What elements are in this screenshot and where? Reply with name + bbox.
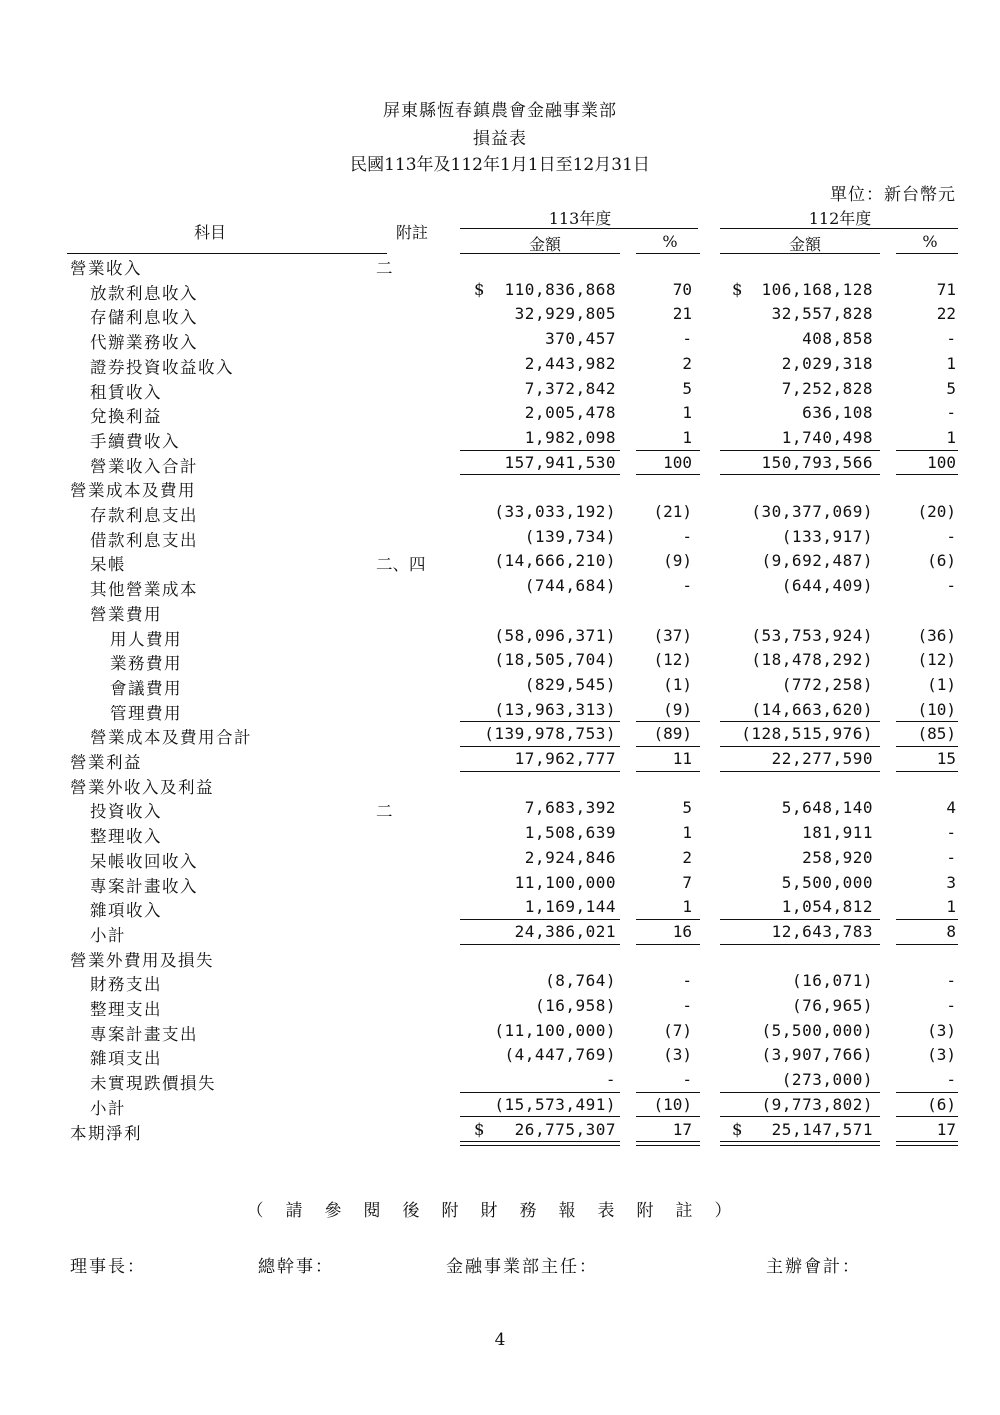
amount-113: 370,457	[545, 329, 616, 349]
row-label: 會議費用	[110, 678, 182, 698]
row-label: 其他營業成本	[90, 580, 198, 600]
amount-112: 5,648,140	[781, 798, 873, 818]
amount-112: (53,753,924)	[751, 625, 873, 645]
amount-112: (76,965)	[791, 996, 873, 1015]
row-label: 管理費用	[110, 703, 182, 723]
column-year-113: 113年度	[548, 209, 612, 228]
table-row	[0, 549, 1000, 574]
column-pct-113: %	[662, 232, 678, 251]
amount-112: 1,054,812	[781, 897, 873, 917]
table-row	[0, 302, 1000, 327]
signature-general-manager: 總幹事：	[258, 1257, 334, 1277]
amount-113: (8,764)	[545, 971, 616, 991]
amount-112: (644,409)	[781, 576, 873, 596]
pct-112: 1	[946, 897, 956, 917]
currency-symbol: $	[474, 1119, 485, 1139]
pct-113: -	[682, 971, 692, 991]
row-label: 營業外費用及損失	[70, 950, 214, 970]
currency-unit: 單位：新台幣元	[830, 185, 956, 205]
pct-112: 4	[946, 798, 956, 818]
row-label: 營業成本及費用	[70, 481, 196, 501]
pct-112: (85)	[917, 724, 956, 744]
amount-113: 2,443,982	[524, 353, 616, 373]
row-label: 整理支出	[90, 1000, 162, 1019]
row-label: 未實現跌價損失	[90, 1074, 216, 1094]
amount-113: (33,033,192)	[494, 502, 616, 521]
table-row	[0, 698, 1000, 723]
table-row	[0, 278, 1000, 303]
row-label: 專案計畫支出	[90, 1024, 198, 1044]
pct-112: 17	[936, 1119, 956, 1139]
amount-112: 408,858	[802, 329, 873, 349]
pct-112: 71	[936, 279, 956, 299]
table-row	[0, 525, 1000, 550]
row-label: 存款利息支出	[90, 506, 198, 525]
amount-113: 26,775,307	[514, 1119, 616, 1139]
amount-112: (9,773,802)	[761, 1094, 873, 1114]
amount-112: 7,252,828	[781, 378, 873, 398]
pct-113: 11	[672, 749, 692, 768]
pct-113: (12)	[653, 650, 692, 670]
table-row	[0, 401, 1000, 426]
row-label: 呆帳	[90, 555, 126, 575]
amount-113: (11,100,000)	[494, 1020, 616, 1040]
table-row	[0, 1093, 1000, 1118]
amount-113: 32,929,805	[514, 304, 616, 324]
amount-112: 636,108	[802, 403, 873, 423]
amount-113: (139,734)	[524, 526, 616, 546]
table-row	[0, 969, 1000, 994]
amount-113: 11,100,000	[514, 872, 616, 892]
double-underline	[720, 1141, 880, 1146]
amount-112: 12,643,783	[771, 921, 873, 941]
organization-name: 屏東縣恆春鎮農會金融事業部	[383, 101, 617, 121]
table-row	[0, 1043, 1000, 1068]
row-label: 證券投資收益收入	[90, 357, 234, 377]
row-note: 二	[376, 802, 393, 822]
amount-113: (18,505,704)	[494, 650, 616, 670]
pct-113: 7	[682, 872, 692, 892]
amount-113: (15,573,491)	[494, 1094, 616, 1114]
year-113-rule	[460, 228, 698, 229]
row-note: 二、四	[376, 555, 426, 575]
table-row	[0, 895, 1000, 920]
pct-113: 1	[682, 403, 692, 423]
table-row	[0, 796, 1000, 821]
amount-112: 150,793,566	[761, 452, 873, 472]
amount-112: 32,557,828	[771, 304, 873, 324]
table-row	[0, 500, 1000, 525]
row-label: 用人費用	[110, 629, 182, 649]
double-underline	[636, 1141, 700, 1146]
row-note: 二	[376, 259, 393, 278]
pct-112: (20)	[917, 502, 956, 521]
row-label: 營業收入合計	[90, 456, 198, 476]
column-pct-112: %	[922, 232, 938, 251]
amount-113: 17,962,777	[514, 749, 616, 768]
row-label: 本期淨利	[70, 1123, 142, 1143]
table-row	[0, 871, 1000, 896]
pct-112: 100	[927, 452, 956, 472]
pct-113: 1	[682, 897, 692, 917]
amount-113: (4,447,769)	[504, 1045, 616, 1065]
row-label: 代辦業務收入	[90, 333, 198, 353]
pct-112: -	[946, 329, 956, 349]
table-row	[0, 1118, 1000, 1143]
row-label: 投資收入	[90, 802, 162, 822]
pct-113: (7)	[663, 1020, 692, 1040]
row-label: 雜項支出	[90, 1049, 162, 1069]
table-row	[0, 821, 1000, 846]
pct-112: -	[946, 1070, 956, 1090]
amount-113: (829,545)	[524, 674, 616, 694]
row-label: 小計	[90, 1098, 126, 1118]
table-row	[0, 624, 1000, 649]
row-label: 業務費用	[110, 654, 182, 674]
pct-113: (9)	[663, 699, 692, 719]
row-label: 營業成本及費用合計	[90, 728, 252, 748]
pct-112: -	[946, 576, 956, 596]
signature-accountant: 主辦會計：	[766, 1257, 861, 1277]
pct-113: 2	[682, 847, 692, 867]
statement-title: 損益表	[473, 129, 527, 149]
pct-112: (1)	[927, 674, 956, 694]
pct-113: (3)	[663, 1045, 692, 1065]
pct-112: 8	[946, 921, 956, 941]
currency-symbol: $	[732, 279, 743, 299]
row-label: 借款利息支出	[90, 530, 198, 550]
row-label: 財務支出	[90, 975, 162, 995]
pct-112: -	[946, 971, 956, 991]
amount-113: 24,386,021	[514, 921, 616, 941]
row-label: 營業外收入及利益	[70, 777, 214, 797]
column-subject: 科目	[193, 223, 226, 242]
pct-112: -	[946, 526, 956, 546]
table-row	[0, 599, 1000, 624]
pct-112: (6)	[927, 551, 956, 571]
amount-113: (16,958)	[534, 996, 616, 1015]
pct-112: 1	[946, 353, 956, 373]
pct-112: -	[946, 847, 956, 867]
footnote: （請參閱後附財務報表附註）	[246, 1201, 754, 1221]
pct-112: 3	[946, 872, 956, 892]
amount-113: (744,684)	[524, 576, 616, 596]
pct-113: (10)	[653, 1094, 692, 1114]
table-row	[0, 327, 1000, 352]
table-row	[0, 772, 1000, 797]
amount-113: 7,683,392	[524, 798, 616, 818]
amount-113: 2,005,478	[524, 403, 616, 423]
amount-112: (3,907,766)	[761, 1045, 873, 1065]
pct-113: 21	[672, 304, 692, 324]
table-row	[0, 426, 1000, 451]
pct-113: (9)	[663, 551, 692, 571]
table-row	[0, 722, 1000, 747]
amount-112: 258,920	[802, 847, 873, 867]
pct-113: -	[682, 996, 692, 1015]
pct-112: (6)	[927, 1094, 956, 1114]
amount-112: (133,917)	[781, 526, 873, 546]
pct-113: -	[682, 1070, 692, 1090]
amount-112: (18,478,292)	[751, 650, 873, 670]
amount-113: (14,666,210)	[494, 551, 616, 571]
page-number: 4	[494, 1330, 506, 1350]
pct-113: (37)	[653, 625, 692, 645]
table-row	[0, 352, 1000, 377]
amount-112: 106,168,128	[761, 279, 873, 299]
amount-113: 7,372,842	[524, 378, 616, 398]
pct-113: -	[682, 526, 692, 546]
table-row	[0, 648, 1000, 673]
row-label: 營業利益	[70, 753, 142, 772]
signature-finance-director: 金融事業部主任：	[446, 1257, 598, 1277]
row-label: 整理收入	[90, 827, 162, 847]
table-row	[0, 920, 1000, 945]
pct-112: 15	[936, 749, 956, 768]
pct-113: 5	[682, 798, 692, 818]
amount-113: -	[605, 1070, 616, 1090]
pct-112: -	[946, 996, 956, 1015]
amount-113: (139,978,753)	[484, 724, 616, 744]
double-underline	[896, 1141, 958, 1146]
row-label: 營業費用	[90, 604, 162, 624]
table-row	[0, 377, 1000, 402]
row-label: 租賃收入	[90, 382, 162, 402]
table-row	[0, 253, 1000, 278]
table-row	[0, 673, 1000, 698]
row-label: 放款利息收入	[90, 283, 198, 303]
pct-113: 70	[672, 279, 692, 299]
pct-113: 17	[672, 1119, 692, 1139]
table-row	[0, 451, 1000, 476]
amount-112: (128,515,976)	[741, 724, 873, 744]
table-row	[0, 1019, 1000, 1044]
amount-112: (5,500,000)	[761, 1020, 873, 1040]
amount-112: 25,147,571	[771, 1119, 873, 1139]
amount-112: 1,740,498	[781, 427, 873, 447]
statement-period: 民國113年及112年1月1日至12月31日	[350, 155, 650, 175]
table-row	[0, 475, 1000, 500]
column-amount-113: 金額	[528, 235, 561, 254]
table-row	[0, 945, 1000, 970]
column-year-112: 112年度	[808, 209, 872, 228]
pct-112: -	[946, 403, 956, 423]
pct-113: (21)	[653, 502, 692, 521]
pct-113: -	[682, 329, 692, 349]
pct-112: (3)	[927, 1045, 956, 1065]
row-label: 呆帳收回收入	[90, 851, 198, 871]
amount-113: (58,096,371)	[494, 625, 616, 645]
pct-112: 1	[946, 427, 956, 447]
amount-112: (772,258)	[781, 674, 873, 694]
table-row	[0, 747, 1000, 772]
currency-symbol: $	[732, 1119, 743, 1139]
amount-112: (273,000)	[781, 1070, 873, 1090]
amount-113: 1,508,639	[524, 823, 616, 843]
pct-113: (89)	[653, 724, 692, 744]
column-amount-112: 金額	[788, 235, 821, 254]
pct-113: 2	[682, 353, 692, 373]
amount-113: 1,982,098	[524, 427, 616, 447]
amount-112: (14,663,620)	[751, 699, 873, 719]
row-label: 小計	[90, 925, 126, 945]
amount-113: 157,941,530	[504, 452, 616, 472]
amount-112: 2,029,318	[781, 353, 873, 373]
pct-113: 16	[672, 921, 692, 941]
pct-112: -	[946, 823, 956, 843]
pct-113: 1	[682, 823, 692, 843]
amount-113: 110,836,868	[504, 279, 616, 299]
amount-113: 2,924,846	[524, 847, 616, 867]
pct-113: 1	[682, 427, 692, 447]
table-row	[0, 574, 1000, 599]
amount-112: (9,692,487)	[761, 551, 873, 571]
row-label: 專案計畫收入	[90, 876, 198, 896]
amount-113: (13,963,313)	[494, 699, 616, 719]
pct-113: -	[682, 576, 692, 596]
signature-chairman: 理事長：	[70, 1257, 146, 1277]
row-label: 手續費收入	[90, 431, 180, 451]
pct-113: 100	[663, 452, 692, 472]
pct-113: (1)	[663, 674, 692, 694]
amount-112: 5,500,000	[781, 872, 873, 892]
row-label: 雜項收入	[90, 901, 162, 921]
row-label: 兌換利益	[90, 407, 162, 427]
table-row	[0, 1068, 1000, 1093]
pct-112: 5	[946, 378, 956, 398]
currency-symbol: $	[474, 279, 485, 299]
year-112-rule	[720, 228, 958, 229]
pct-112: 22	[936, 304, 956, 324]
amount-113: 1,169,144	[524, 897, 616, 917]
pct-113: 5	[682, 378, 692, 398]
pct-112: (12)	[917, 650, 956, 670]
row-label: 營業收入	[70, 259, 142, 278]
table-row	[0, 846, 1000, 871]
amount-112: 22,277,590	[771, 749, 873, 768]
table-row	[0, 994, 1000, 1019]
pct-112: (36)	[917, 625, 956, 645]
amount-112: 181,911	[802, 823, 873, 843]
amount-112: (16,071)	[791, 971, 873, 991]
column-note: 附註	[395, 223, 428, 242]
row-label: 存儲利息收入	[90, 308, 198, 328]
pct-112: (3)	[927, 1020, 956, 1040]
pct-112: (10)	[917, 699, 956, 719]
double-underline	[460, 1141, 620, 1146]
amount-112: (30,377,069)	[751, 502, 873, 521]
